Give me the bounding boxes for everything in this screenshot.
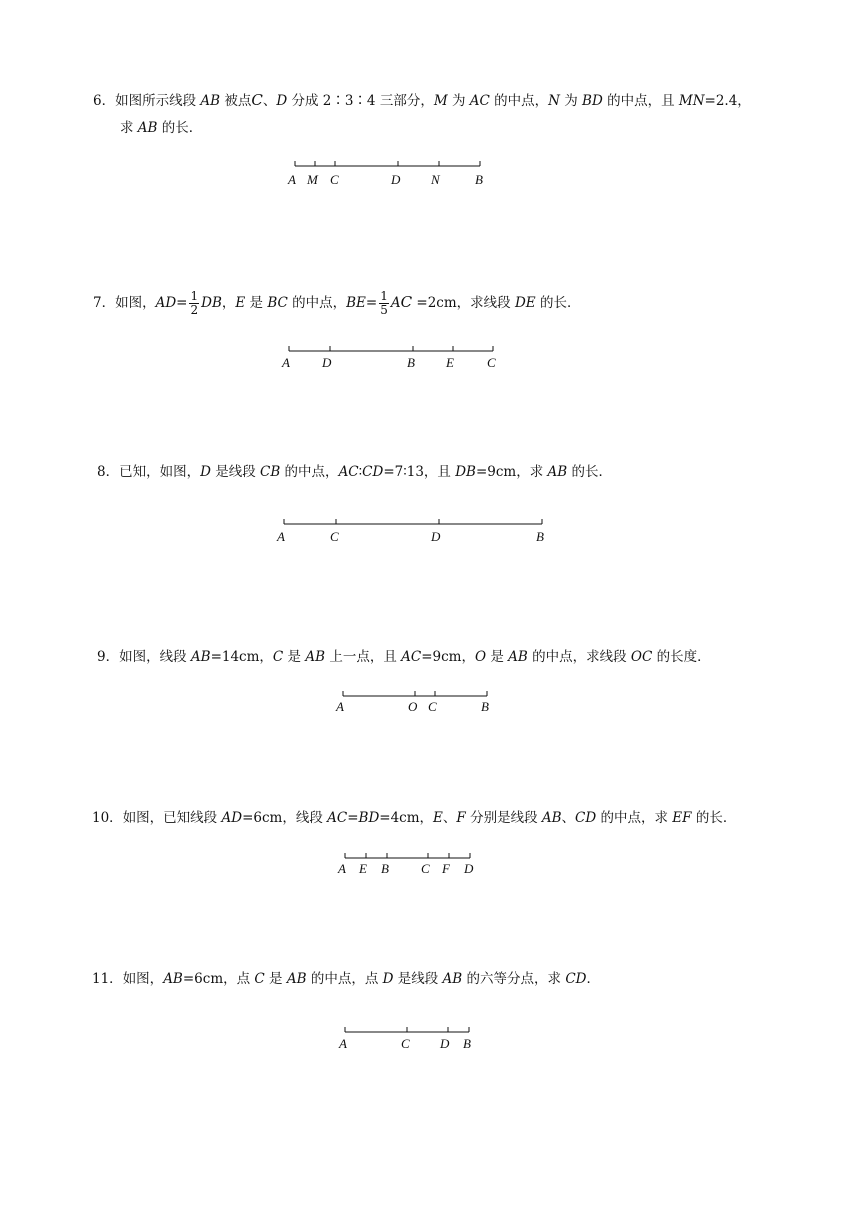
math-var: OC: [630, 649, 653, 665]
text: ，: [221, 295, 236, 311]
text: 分别是线段: [465, 810, 542, 826]
math-var: AB: [547, 464, 568, 480]
segment-figure-11: [0, 1022, 860, 1062]
math-var: M: [433, 93, 448, 109]
text: 的中点，求: [596, 810, 673, 826]
math-var: N: [548, 93, 560, 109]
problem-number: 9．: [97, 649, 120, 665]
text: 是线段: [210, 464, 261, 480]
problem-9-text: [97, 647, 711, 667]
text: =4cm，: [379, 810, 434, 826]
point-label-n: N: [431, 172, 440, 187]
problem-number: 11．: [92, 971, 123, 987]
segment-figure-9: [0, 686, 860, 726]
math-var: AB: [163, 971, 183, 987]
text: =7∶13，且: [383, 464, 456, 480]
point-label-d: D: [464, 861, 474, 876]
problem-number: 8．: [97, 464, 120, 480]
math-var: D: [382, 971, 394, 987]
segment-figure-7: [0, 341, 860, 381]
problem-8-text: [97, 462, 612, 482]
math-var: BD: [582, 93, 603, 109]
point-label-b: B: [381, 861, 389, 876]
text: 的长．: [535, 295, 581, 311]
problem-7-text: [93, 287, 580, 318]
fraction-numerator: 1: [190, 289, 199, 303]
point-label-d: D: [431, 529, 441, 544]
point-label-d: D: [391, 172, 401, 187]
text: =: [365, 295, 378, 311]
math-var: E: [433, 810, 443, 826]
point-label-c: C: [330, 172, 339, 187]
math-var: EF: [672, 810, 692, 826]
point-label-c: C: [330, 529, 339, 544]
math-var: O: [474, 649, 487, 665]
point-label-c: C: [487, 355, 496, 370]
point-label-b: B: [481, 699, 489, 714]
text: ∶: [358, 464, 363, 480]
text: 如图，线段: [119, 649, 191, 665]
text: 的长．: [691, 810, 737, 826]
fraction-denominator: 2: [190, 303, 199, 317]
text: 的长．: [157, 120, 203, 136]
math-var: AB: [508, 649, 528, 665]
point-label-b: B: [475, 172, 483, 187]
fraction-denominator: 5: [380, 303, 388, 317]
text: =14cm，: [210, 649, 273, 665]
text: =2cm，求线段: [412, 295, 515, 311]
point-label-a: A: [277, 529, 285, 544]
math-var: DE: [514, 295, 536, 311]
math-var: AB: [137, 120, 158, 136]
point-label-b: B: [536, 529, 544, 544]
point-label-a: A: [288, 172, 296, 187]
text: =: [176, 295, 188, 311]
point-label-c: C: [428, 699, 437, 714]
math-var: BC: [267, 295, 288, 311]
text: 的长度．: [652, 649, 711, 665]
text: 如图，: [115, 295, 156, 311]
text: ．: [586, 971, 600, 987]
point-label-a: A: [282, 355, 290, 370]
math-var: CD: [362, 464, 384, 480]
math-var: DB: [201, 295, 222, 311]
point-label-d: D: [440, 1036, 450, 1051]
problem-6-line-1: [93, 90, 751, 111]
math-var: C: [254, 971, 265, 987]
math-var: AC: [469, 93, 490, 109]
math-var: D: [200, 464, 211, 480]
problem-number: 10．: [92, 810, 123, 826]
text: =6cm，点: [182, 971, 255, 987]
point-label-f: F: [442, 861, 450, 876]
math-var: DB: [455, 464, 476, 480]
text: 的六等分点，求: [462, 971, 566, 987]
text: 是线段: [393, 971, 443, 987]
text: 是: [486, 649, 509, 665]
point-label-m: M: [307, 172, 318, 187]
text: 的长．: [567, 464, 612, 480]
math-var: CB: [260, 464, 281, 480]
math-var: AB: [200, 93, 221, 109]
text: =: [347, 810, 359, 826]
problem-11-text: [92, 969, 600, 989]
segment-figure-10: [0, 848, 860, 888]
text: =6cm，线段: [242, 810, 328, 826]
text: 被点: [220, 93, 252, 109]
math-var: AB: [305, 649, 326, 665]
math-var: CD: [575, 810, 597, 826]
math-var: AB: [541, 810, 562, 826]
point-label-c: C: [401, 1036, 410, 1051]
text: 是: [283, 649, 306, 665]
point-label-b: B: [463, 1036, 471, 1051]
text: 如图，已知线段: [122, 810, 222, 826]
text: 分成 2∶3∶4 三部分，: [287, 93, 434, 109]
point-label-a: A: [339, 1036, 347, 1051]
math-var: AC: [327, 810, 348, 826]
text: 、: [561, 810, 576, 826]
problem-number: 7．: [93, 295, 116, 311]
text: =9cm，: [421, 649, 475, 665]
text: 是: [264, 971, 287, 987]
math-var: C: [272, 649, 284, 665]
text: 的中点，且: [602, 93, 679, 109]
segment-figure-8: [0, 514, 860, 554]
point-label-o: O: [408, 699, 418, 714]
math-var: AD: [155, 295, 177, 311]
text: 已知，如图，: [119, 464, 201, 480]
math-var: CD: [565, 971, 587, 987]
math-var: AB: [442, 971, 463, 987]
math-var: C: [400, 293, 413, 311]
math-var: E: [235, 295, 246, 311]
point-label-c: C: [421, 861, 430, 876]
text: 、: [262, 93, 277, 109]
math-var: D: [276, 93, 288, 109]
math-var: MN: [678, 93, 705, 109]
point-label-b: B: [407, 355, 415, 370]
math-var: AB: [190, 649, 211, 665]
text: 为: [559, 93, 583, 109]
math-var: C: [251, 91, 263, 109]
problem-number: 6．: [93, 93, 116, 109]
problem-6-line-2: [120, 118, 202, 138]
math-var: AC: [338, 464, 359, 480]
text: 是: [245, 295, 268, 311]
text: 的中点，: [489, 93, 549, 109]
text: 如图所示线段: [115, 93, 201, 109]
text: 如图，: [122, 971, 164, 987]
fraction-one-fifth: [379, 290, 389, 317]
math-var: BE: [346, 295, 366, 311]
point-label-a: A: [336, 699, 344, 714]
segment-figure-6: [0, 158, 860, 198]
math-var: AD: [221, 810, 243, 826]
fraction-one-half: [189, 290, 199, 317]
math-var: F: [456, 810, 466, 826]
text: =2.4，: [704, 93, 751, 109]
text: 的中点，点: [306, 971, 383, 987]
problem-10-text: [92, 808, 736, 828]
point-label-e: E: [446, 355, 454, 370]
text: 为: [447, 93, 470, 109]
text: 上一点，且: [325, 649, 402, 665]
math-var: A: [390, 295, 401, 311]
fraction-numerator: 1: [380, 289, 388, 303]
text: 、: [442, 810, 457, 826]
text: 的中点，求线段: [527, 649, 631, 665]
math-var: BD: [358, 810, 380, 826]
text: =9cm，求: [475, 464, 548, 480]
point-label-d: D: [322, 355, 332, 370]
point-label-e: E: [359, 861, 367, 876]
math-var: AB: [286, 971, 307, 987]
point-label-a: A: [338, 861, 346, 876]
text: 的中点，: [287, 295, 347, 311]
math-var: AC: [401, 649, 422, 665]
text: 的中点，: [280, 464, 339, 480]
text: 求: [120, 120, 138, 136]
